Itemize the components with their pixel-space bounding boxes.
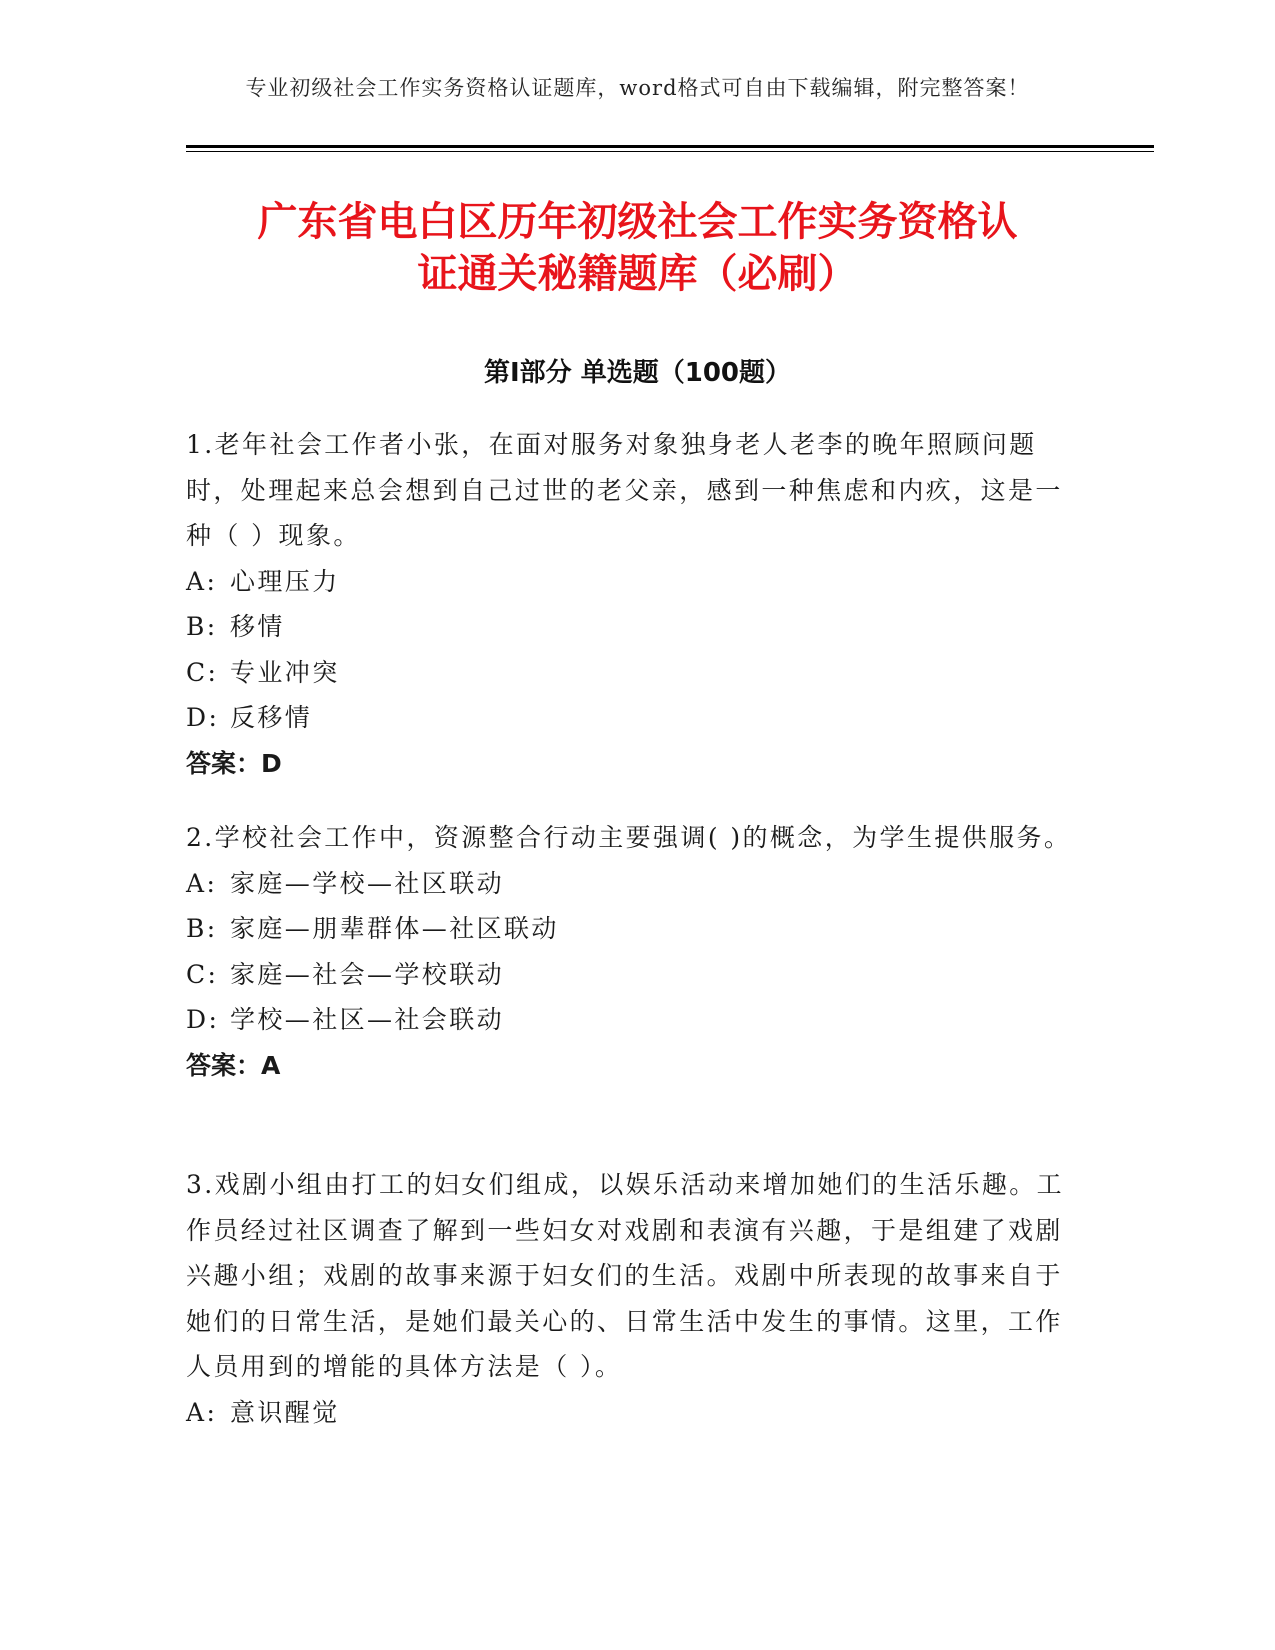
option-label: D: (186, 703, 220, 732)
question-1 (186, 422, 1086, 786)
option-d (186, 997, 1086, 1043)
question-3 (186, 1162, 1086, 1435)
option-text: 专业冲突 (230, 657, 340, 687)
option-text: 学校—社区—社会联动 (230, 1005, 505, 1034)
option-text: 移情 (230, 612, 285, 641)
document-title-line-2: 证通关秘籍题库（必刷） (417, 251, 858, 297)
option-d (186, 695, 1086, 741)
option-c (186, 952, 1086, 998)
header-rule-thin (186, 151, 1154, 152)
option-a (186, 1390, 1086, 1436)
option-text: 心理压力 (230, 566, 340, 596)
option-text: 家庭—朋辈群体—社区联动 (230, 914, 559, 943)
option-label: B: (186, 612, 218, 641)
option-text: 意识醒觉 (230, 1397, 340, 1427)
option-label: A: (186, 566, 218, 596)
question-2 (186, 815, 1086, 1088)
option-label: C: (186, 959, 219, 989)
header-rule-thick (186, 145, 1154, 148)
option-a (186, 559, 1086, 605)
option-label: A: (186, 868, 218, 898)
question-text: 1.老年社会工作者小张，在面对服务对象独身老人老李的晚年照顾问题时，处理起来总会想到自己过世的老父亲，感到一种焦虑和内疚，这是一种（ ）现象。 (186, 430, 1063, 550)
question-text: 2.学校社会工作中，资源整合行动主要强调( )的概念，为学生提供服务。 (186, 823, 1072, 852)
option-c (186, 650, 1086, 696)
option-b (186, 604, 1086, 650)
answer: 答案：A (186, 1050, 281, 1080)
option-b (186, 906, 1086, 952)
question-text: 3.戏剧小组由打工的妇女们组成，以娱乐活动来增加她们的生活乐趣。工作员经过社区调查了解到一些妇女对戏剧和表演有兴趣，于是组建了戏剧兴趣小组；戏剧的故事来源于妇女们的生活。戏剧中所表现的故事来自于她们的日常生活，是她们最关心的、日常生活中发生的事情。这里，工作人员用到的增能的具体方法是（ ）。 (186, 1170, 1065, 1381)
document-title (160, 196, 1115, 300)
option-label: C: (186, 657, 219, 687)
section-title: 第Ⅰ部分 单选题（100题） (484, 358, 791, 388)
option-label: D: (186, 1005, 220, 1034)
option-label: B: (186, 914, 218, 943)
answer: 答案：D (186, 748, 282, 778)
document-title-line-1: 广东省电白区历年初级社会工作实务资格认 (257, 199, 1018, 245)
option-text: 家庭—社会—学校联动 (230, 959, 505, 989)
option-a (186, 861, 1086, 907)
option-text: 家庭—学校—社区联动 (230, 868, 505, 898)
option-text: 反移情 (230, 703, 313, 732)
header-note: 专业初级社会工作实务资格认证题库，word格式可自由下载编辑，附完整答案！ (245, 76, 1030, 100)
option-label: A: (186, 1397, 218, 1427)
